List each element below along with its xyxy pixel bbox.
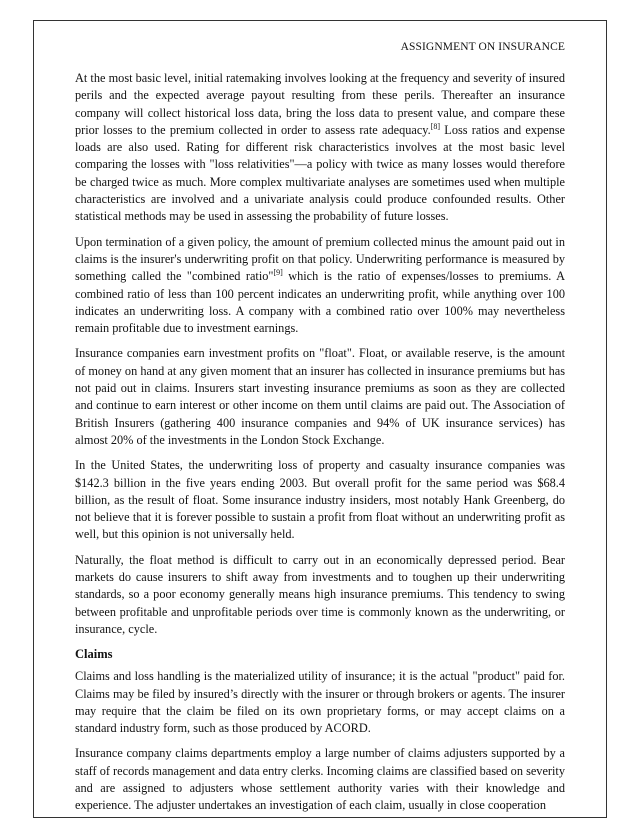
paragraph-us-losses: In the United States, the underwriting loss of property and casualty insurance companies was $142.3 billion in the five years ending 2003. But overall profit for the same period was $68.4 billion, as the result of float. Some insurance industry insiders, most notably Hank Greenberg, do not believe that it is forever possible to sustain a profit from float without an underwriting profit as well, but this opinion is not universally held. (75, 458, 565, 542)
paragraph-text: Upon termination of a given policy, the amount of premium collected minus the amount paid out in claims is the insurer's underwriting profit on that policy. Underwriting performance is measured by something called the "combined ratio" (75, 234, 565, 284)
paragraph-text: At the most basic level, initial ratemaking involves looking at the frequency and severity of insured perils and the expected average payout resulting from these perils. Thereafter an insurance company will collect historical loss data, bring the loss data to present value, and compare these prior losses to the premium collected in order to assess rate adequacy. (75, 71, 565, 137)
paragraph-claims-departments: Insurance company claims departments employ a large number of claims adjusters supported by a staff of records management and data entry clerks. Incoming claims are classified based on severity and are assigned to adjusters whose settlement authority varies with their knowledge and experience. The adjuster undertakes an investigation of each claim, usually in close cooperation (75, 746, 565, 813)
paragraph-text: Loss ratios and expense loads are also used. Rating for different risk characteristics involves at the most basic level comparing the losses with "loss relativities"—a policy with twice as many losses would therefore be charged twice as much. More complex multivariate analyses are sometimes used when multiple characteristics are involved and a univariate analysis could produce confounded results. Other statistical methods may be used in assessing the probability of future losses. (75, 122, 565, 224)
section-heading-claims: Claims (75, 647, 113, 662)
citation-9[interactable]: [9] (273, 268, 283, 278)
paragraph-ratemaking (75, 70, 565, 226)
paragraph-claims-handling: Claims and loss handling is the materialized utility of insurance; it is the actual "product" paid for. Claims may be filed by insured’s directly with the insurer or through brokers or agents. The insurer may require that the claim be filed on its own proprietary forms, or may accept claims on a standard industry form, such as those produced by ACORD. (75, 669, 565, 736)
document-body (75, 40, 565, 823)
paragraph-text: which is the ratio of expenses/losses to premiums. A combined ratio of less than 100 percent indicates an underwriting profit, while anything over 100 indicates an underwriting loss. A company with a combined ratio over 100% may nevertheless remain profitable due to investment earnings. (75, 269, 565, 336)
paragraph-float: Insurance companies earn investment profits on "float". Float, or available reserve, is the amount of money on hand at any given moment that an insurer has collected in insurance premiums but has not paid out in claims. Insurers start investing insurance premiums as soon as they are collected and continue to earn interest or other income on them until claims are paid out. The Association of British Insurers (gathering 400 insurance companies and 94% of UK insurance services) has almost 20% of the investments in the London Stock Exchange. (75, 346, 565, 447)
paragraph-underwriting (75, 234, 565, 338)
page-header: ASSIGNMENT ON INSURANCE (400, 41, 565, 53)
paragraph-cycle: Naturally, the float method is difficult to carry out in an economically depressed period. Bear markets do cause insurers to shift away from investments and to toughen up their underwriting standards, so a poor economy generally means high insurance premiums. This tendency to swing between profitable and unprofitable periods over time is commonly known as the underwriting, or insurance, cycle. (75, 552, 565, 636)
citation-8[interactable]: [8] (430, 121, 441, 131)
